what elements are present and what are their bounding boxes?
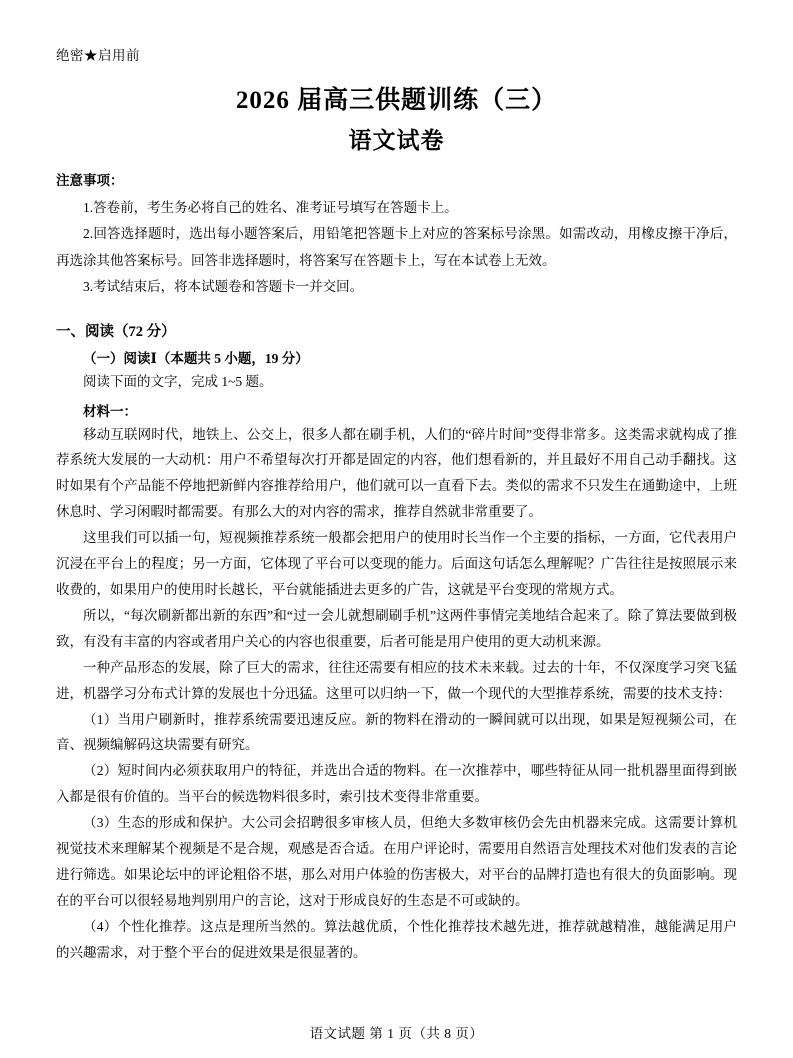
notice-item: 3.考试结束后，将本试题卷和答题卡一并交回。 <box>83 278 364 294</box>
body-paragraph: （4）个性化推荐。这点是理所当然的。算法越优质，个性化推荐技术越先进，推荐就越精准，越能满足用户的兴趣需求，对于整个平台的促进效果是很显著的。 <box>56 918 737 960</box>
notice-item: 2.回答选择题时，选出每小题答案后，用铅笔把答题卡上对应的答案标号涂黑。如需改动，用橡皮擦干净后，再选涂其他答案标号。回答非选择题时，将答案写在答题卡上，写在本试卷上无效。 <box>56 226 737 268</box>
page-subtitle: 语文试卷 <box>348 128 445 153</box>
reading-instruction: 阅读下面的文字，完成 1~5 题。 <box>83 374 273 390</box>
material-label: 材料一： <box>83 403 137 419</box>
body-paragraph: （2）短时间内必须获取用户的特征，并选出合适的物料。在一次推荐中，哪些特征从同一批机器里面得到嵌入都是很有价值的。当平台的候选物料很多时，索引技术变得非常重要。 <box>56 763 737 805</box>
section-heading-part-one: 一、阅读（72 分） <box>56 324 176 341</box>
body-paragraph: 所以，“每次刷新都出新的东西”和“过一会儿就想刷刷手机”这两件事情完美地结合起来了。除了算法要做到极致，有没有丰富的内容或者用户关心的内容也很重要，后者可能是用户使用的更大动机来源。 <box>56 607 737 649</box>
notice-item: 1.答卷前，考生务必将自己的姓名、准考证号填写在答题卡上。 <box>83 200 458 215</box>
secret-label: 绝密★启用前 <box>56 48 140 63</box>
body-paragraph: （1）当用户刷新时，推荐系统需要迅速反应。新的物料在滑动的一瞬间就可以出现，如果是短视频公司，在音、视频编解码这块需要有研究。 <box>56 711 737 753</box>
notice-heading: 注意事项： <box>56 173 124 188</box>
subsection-heading-reading-one: （一）阅读Ⅰ（本题共 5 小题，19 分） <box>83 351 309 367</box>
body-paragraph: 移动互联网时代，地铁上、公交上，很多人都在刷手机，人们的“碎片时间”变得非常多。这类需求就构成了推荐系统大发展的一大动机：用户不希望每次打开都是固定的内容，他们想看新的，并且最好不用自己动手翻找。这时如果有个产品能不停地把新鲜内容推荐给用户，他们就可以一直看下去。类似的需求不只发生在通勤途中，上班休息时、学习闲暇时都需要。有那么大的对内容的需求，推荐自然就非常重要了。 <box>56 426 737 520</box>
body-paragraph: （3）生态的形成和保护。大公司会招聘很多审核人员，但绝大多数审核仍会先由机器来完成。这需要计算机视觉技术来理解某个视频是不是合规，观感是否合适。在用户评论时，需要用自然语言处理技术对他们发表的言论进行筛选。如果论坛中的评论粗俗不堪，那么对用户体验的伤害极大，对平台的品牌打造也有很大的负面影响。现在的平台可以很轻易地判别用户的言论，这对于形成良好的生态是不可或缺的。 <box>56 815 737 908</box>
body-paragraph: 这里我们可以插一句，短视频推荐系统一般都会把用户的使用时长当作一个主要的指标，一方面，它代表用户沉浸在平台上的程度；另一方面，它体现了平台可以变现的能力。后面这句话怎么理解呢？广告往往是按照展示来收费的，如果用户的使用时长越长，平台就能插进去更多的广告，这就是平台变现的常规方式。 <box>56 530 737 597</box>
page-footer: 语文试题 第 1 页（共 8 页） <box>309 1026 484 1041</box>
body-paragraph: 一种产品形态的发展，除了巨大的需求，往往还需要有相应的技术未来载。过去的十年，不仅深度学习突飞猛进，机器学习分布式计算的发展也十分迅猛。这里可以归纳一下，做一个现代的大型推荐系统，需要的技术支持： <box>56 659 737 701</box>
page-title: 2026 届高三供题训练（三） <box>235 87 558 114</box>
